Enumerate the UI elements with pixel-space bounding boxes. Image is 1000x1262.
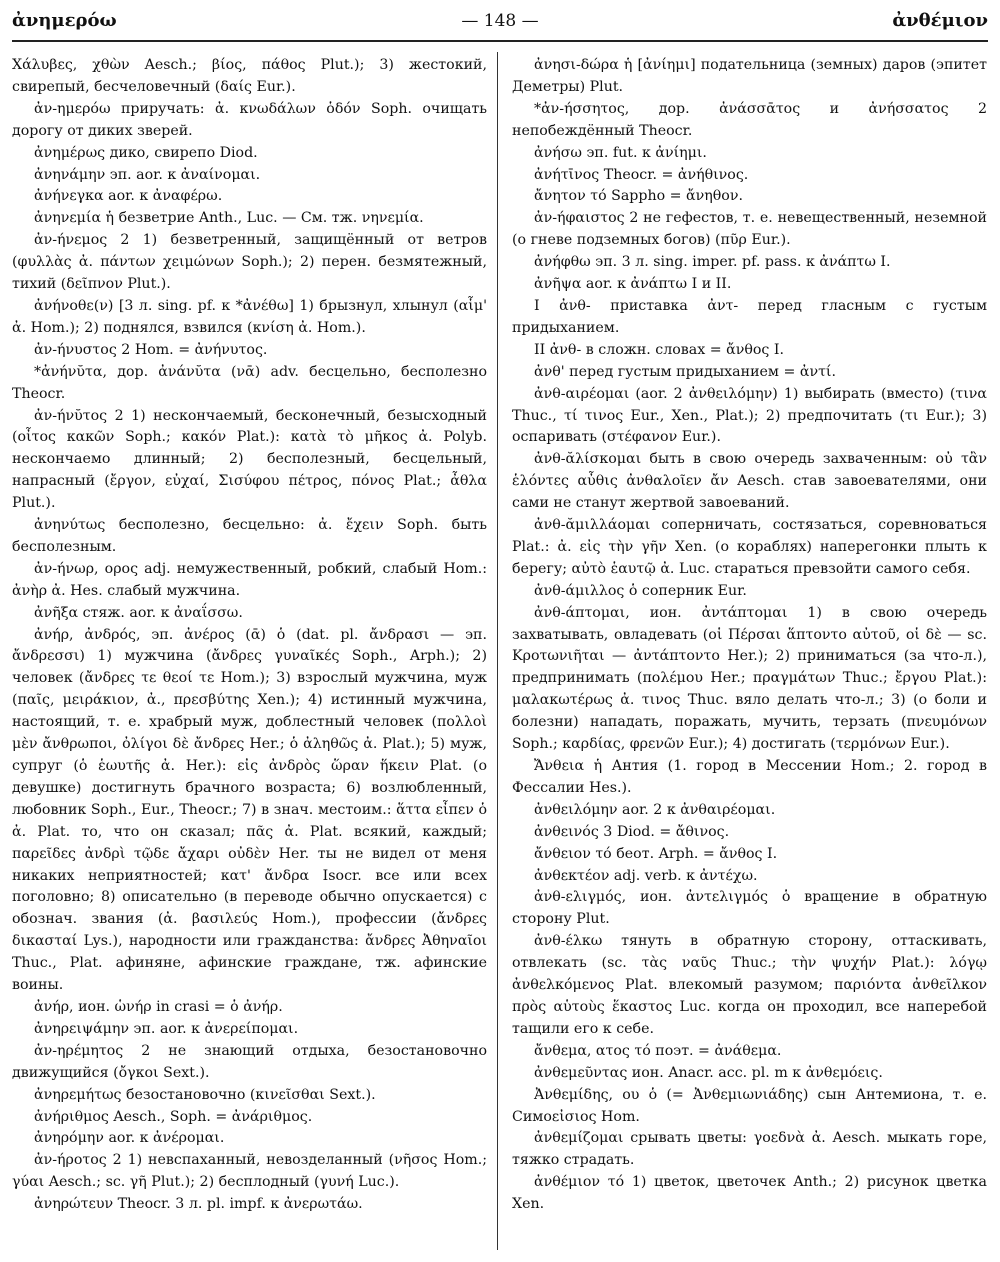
dictionary-entry: ἀνθ-άμιλλος ὁ соперник Eur. [534, 582, 747, 599]
dictionary-entry: ἀνθ-ᾰλίσκομαι быть в свою очередь захваченным: οὐ τἂν ἑλόντες αὖθις ἀνθαλοῖεν ἄν Aesch. став завоевателями, они сами не станут жертвой завоеваний. [512, 451, 987, 512]
header-rule [12, 40, 988, 42]
dictionary-entry: ἀνήρ, ἀνδρός, эп. ἀνέρος (ᾱ) ὁ (dat. pl. ἄνδρασι — эп. ἄνδρεσσι) 1) мужчина (ἄνδρες γυναῖκές Soph., Arph.); 2) человек (ἄνδρες τε θεοί τε Hom.); 3) взрослый мужчина, муж (παῖς, μειράκιον, ἀ., πρεσβύτης Xen.); 4) истинный мужчина, настоящий, т. е. храбрый муж, доблестный человек (πολλοὶ μὲν ἄνθρωποι, ὀλίγοι δὲ ἄνδρες Her.; ὁ ἀληθῶς ἀ. Plat.); 5) муж, супруг (ὁ ἑωυτῆς ἀ. Her.): εἰς ἀνδρὸς ὥραν ἥκειν Plat. (о девушке) достигнуть брачного возраста; 6) возлюбленный, любовник Soph., Eur., Theocr.; 7) в знач. местоим.: ἅττα εἶπεν ὁ ἀ. Plat. то, что он сказал; πᾶς ἀ. Plat. всякий, каждый; παρεῖδες ἀνδρὶ τῷδε ἄχαρι οὐδὲν Her. ты не видел от меня никаких неприятностей; κατ' ἄνδρα Isocr. все или всех поголовно; 8) описательно (в переводе обычно опускается) с обознач. звания (ἀ. βασιλεύς Hom.), профессии (ἄνδρες δικασταί Lys.), народности или гражданства: ἄνδρες Ἀθηναῖοι Thuc., Plat. афиняне, афинские граждане, тж. афинские воины. [12, 626, 487, 994]
dictionary-entry: *ἀνήνῠτα, дор. ἀνάνῠτα (νᾱ) adv. бесцельно, бесполезно Theocr. [12, 363, 487, 402]
dictionary-entry: ἀν-ήνωρ, ορος adj. немужественный, робкий, слабый Hom.: ἀνὴρ ἀ. Hes. слабый мужчина. [12, 560, 487, 599]
dictionary-entry: ἀνθ-έλκω тянуть в обратную сторону, оттаскивать, отвлекать (sc. τὰς ναῦς Thuc.; τὴν ψυχήν Plat.): λόγῳ ἀνθελκόμενος Plat. влекомый разумом; παριόντα ἀνθεῖλκον πρὸς αὑτοὺς ἕκαστος Luc. когда он проходил, все наперебой тащили его к себе. [512, 933, 987, 1037]
dictionary-entry: ἀνθειλόμην aor. 2 к ἀνθαιρέομαι. [534, 801, 776, 818]
dictionary-entry: ἀνθ' перед густым придыханием = ἀντί. [534, 363, 837, 380]
dictionary-entry: ἄνθεμα, ατος τό поэт. = ἀνάθεμα. [534, 1042, 782, 1059]
dictionary-entry: ἀνημέρως дико, свирепо Diod. [34, 144, 258, 161]
dictionary-entry: ἀνήνεγκα aor. к ἀναφέρω. [34, 188, 223, 205]
dictionary-entry: ἀν-ηρέμητος 2 не знающий отдыха, безостановочно движущийся (ὄγκοι Sext.). [12, 1042, 487, 1081]
dictionary-entry: ἀνηνεμία ἡ безветрие Anth., Luc. — См. тж. νηνεμία. [34, 210, 424, 227]
dictionary-entry: ἀν-ήνεμος 2 1) безветренный, защищённый от ветров (φυλλὰς ἀ. πάντων χειμώνων Soph.); 2) перен. безмятежный, тихий (δεῖπνον Plut.). [12, 232, 487, 293]
dictionary-entry: I ἀνθ- приставка ἀντ- перед гласным с густым придыханием. [512, 297, 987, 336]
left-column [12, 55, 487, 1250]
dictionary-entry: ἀνθέμιον τό 1) цветок, цветочек Anth.; 2) рисунок цветка Xen. [512, 1174, 987, 1213]
dictionary-entry: ἀνθ-ελιγμός, ион. ἀντελιγμός ὁ вращение в обратную сторону Plut. [512, 889, 987, 928]
dictionary-entry: ἀνθ-αιρέομαι (aor. 2 ἀνθειλόμην) 1) выбирать (вместо) (τινα Thuc., τί τινος Eur., Xen., Plat.); 2) предпочитать (τι Eur.); 3) оспаривать (στέφανον Eur.). [512, 385, 987, 446]
dictionary-entry: ἀν-ήφαιστος 2 не гефестов, т. е. невещественный, неземной (о гневе подземных богов) (πῦρ Eur.). [512, 210, 987, 249]
dictionary-entry: ἀνθεινός 3 Diod. = ἄθινος. [534, 823, 730, 840]
dictionary-entry: ἀνησι-δώρα ἡ [ἀνίημι] подательница (земных) даров (эпитет Деметры) Plut. [512, 57, 987, 95]
dictionary-entry: ἀνηρειψάμην эп. aor. к ἀνερείπομαι. [34, 1020, 299, 1037]
dictionary-entry: *ἀν-ήσσητος, дор. ἀνάσσᾱτος и ἀνήσσατος 2 непобеждённый Theocr. [512, 100, 987, 139]
dictionary-entry: ἀνηρόμην aor. к ἀνέρομαι. [34, 1130, 225, 1147]
dictionary-entry: ἀνήριθμος Aesch., Soph. = ἀνάριθμος. [34, 1108, 313, 1125]
dictionary-entry: ἀνῆψα aor. к ἀνάπτω I и II. [534, 276, 732, 293]
dictionary-entry: ἄνθειον τό беот. Arph. = ἄνθος I. [534, 845, 778, 862]
dictionary-entry: Ἄνθεια ἡ Антия (1. город в Мессении Hom.; 2. город в Фессалии Hes.). [512, 758, 987, 796]
dictionary-entry: ἀν-ήνυστος 2 Hom. = ἀνήνυτος. [34, 341, 268, 358]
dictionary-entry: ἀνῆξα стяж. aor. к ἀναΐσσω. [34, 604, 243, 621]
column-divider [497, 52, 498, 1250]
dictionary-entry: ἀνθεκτέον adj. verb. к ἀντέχω. [534, 867, 758, 884]
dictionary-entry: ἄνητον τό Sappho = ἄνηθον. [534, 188, 743, 205]
dictionary-entry: ἀνήσω эп. fut. к ἀνίημι. [534, 144, 707, 161]
dictionary-entry: ἀνθ-ᾰμιλλάομαι соперничать, состязаться, соревноваться Plat.: ἀ. εἰς τὴν γῆν Xen. (о кораблях) наперегонки плыть к берегу; αὐτὸ ἑαυτῷ ἀ. Luc. стараться превзойти самого себя. [512, 517, 987, 577]
dictionary-entry: ἀνηρεμήτως безостановочно (κινεῖσθαι Sext.). [34, 1086, 376, 1103]
page-header [12, 10, 988, 40]
dictionary-entry: Ἀνθεμίδης, ου ὁ (= Ἀνθεμιωνιάδης) сын Антемиона, т. е. Симоεἰσιος Hom. [512, 1086, 987, 1125]
dictionary-entry: ἀνηνύτως бесполезно, бесцельно: ἀ. ἔχειν Soph. быть бесполезным. [12, 517, 487, 555]
dictionary-entry: ἀν-ημερόω приручать: ἀ. κνωδάλων ὁδόν Soph. очищать дорогу от диких зверей. [12, 100, 487, 139]
dictionary-entry: II ἀνθ- в сложн. словах = ἄνθος I. [534, 341, 785, 358]
dictionary-entry: ἀνθεμίζομαι срывать цветы: γοεδνὰ ἀ. Aesch. мыкать горе, тяжко страдать. [512, 1130, 987, 1169]
page-number: — 148 — [461, 11, 539, 31]
dictionary-entry: ἀν-ήροτος 2 1) невспаханный, невозделанный (νῆσος Hom.; γύαι Aesch.; sc. γῆ Plut.); 2) бесплодный (γυνή Luc.). [12, 1152, 487, 1191]
dictionary-entry: ἀνήρ, ион. ὡνήρ in crasi = ὁ ἀνήρ. [34, 998, 283, 1015]
running-headword-left: ἀνημερόω [12, 10, 117, 31]
dictionary-entry: ἀν-ήνῠτος 2 1) нескончаемый, бесконечный, безысходный (οἶτος κακῶν Soph.; κακόν Plat.): κατὰ τὸ μῆκος ἀ. Polyb. нескончаемо длинный; 2) бесполезный, бесцельный, напрасный (ἔργον, εὐχαί, Σισύφου πέτρος, πόνος Plat.; ἆθλα Plut.). [12, 407, 487, 512]
dictionary-entry: ἀνηρώτευν Theocr. 3 л. pl. impf. к ἀνερωτάω. [34, 1196, 363, 1213]
dictionary-entry: ἀνήφθω эп. 3 л. sing. imper. pf. pass. к ἀνάπτω I. [534, 254, 891, 271]
dictionary-entry: Χάλυβες, χθὼν Aesch.; βίος, πάθος Plut.); 3) жестокий, свирепый, бесчеловечный (δαίς Eur.). [12, 57, 487, 95]
dictionary-entry: ἀνθ-άπτομαι, ион. ἀντάπτομαι 1) в свою очередь захватывать, овладевать (οἱ Πέρσαι ἅπτοντο αὐτοῦ, οἱ δὲ — sc. Κροτωνιῆται — ἀντάπτοντο Her.); 2) приниматься (за что-л.), предпринимать (πολέμου Her.; πραγμάτων Thuc.; ἔργου Plat.): μαλακωτέρως ἀ. τινος Thuc. вяло делать что-л.; 3) (о боли и болезни) нападать, поражать, мучить, терзать (πνευμόνων Soph.; καρδίας, φρενῶν Eur.); 4) достигать (τερμόνων Eur.). [512, 604, 987, 753]
dictionary-entry: ἀνηνάμην эп. aor. к ἀναίνομαι. [34, 166, 261, 183]
dictionary-entry: ἀνήνοθε(ν) [3 л. sing. pf. к *ἀνέθω] 1) брызнул, хлынул (αἷμ' ἀ. Hom.); 2) поднялся, взвился (κνίση ἀ. Hom.). [12, 297, 487, 336]
running-headword-right: ἀνθέμιον [892, 10, 988, 31]
dictionary-entry: ἀνήτῑνος Theocr. = ἀνήθινος. [534, 166, 749, 183]
right-column [512, 55, 987, 1250]
dictionary-entry: ἀνθεμεῦντας ион. Anacr. acc. pl. m к ἀνθεμόεις. [534, 1064, 883, 1081]
